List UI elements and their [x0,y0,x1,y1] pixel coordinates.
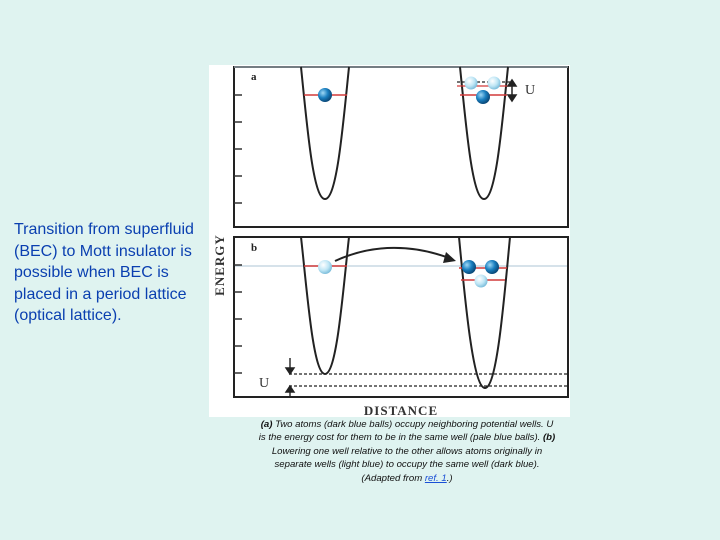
pale-ball-b-left [318,260,332,274]
panel-b-frame [234,237,568,397]
slide-body-text: Transition from superfluid (BEC) to Mott insulator is possible when BEC is placed in a period lattice (optical lattice). [14,221,194,324]
caption-text-end: .) [446,472,453,484]
figure-caption [256,418,558,485]
panel-a-frame [234,67,568,227]
potential-well-figure [209,65,570,417]
panel-a [234,67,568,227]
panel-b-label: b [251,242,258,254]
dark-ball-a-left [318,88,332,102]
ref-link[interactable]: ref. 1 [424,472,447,484]
dark-ball-b-1 [462,260,476,274]
caption-text-a: Two atoms (dark blue balls) occupy neighboring potential wells. U is the energy cost for them to be in the same well (pale blue balls). [258,419,554,444]
panel-a-label: a [251,71,257,83]
caption-text-b: Lowering one well relative to the other allows atoms originally in separate wells (light blue) to occupy the same well (dark blue). (Adapted from [271,445,543,484]
energy-axis-label: ENERGY [212,234,227,296]
pale-ball-b-right [475,275,488,288]
distance-axis-label: DISTANCE [363,403,439,417]
caption-label-a: (a) [260,419,273,430]
pale-ball-a-1 [465,77,478,90]
caption-label-b: (b) [542,432,556,444]
u-label-a: U [525,83,536,98]
panel-b [234,237,569,398]
pale-ball-a-2 [488,77,501,90]
dark-ball-a-right [476,90,490,104]
dark-ball-b-2 [485,260,499,274]
u-label-b: U [259,376,270,391]
